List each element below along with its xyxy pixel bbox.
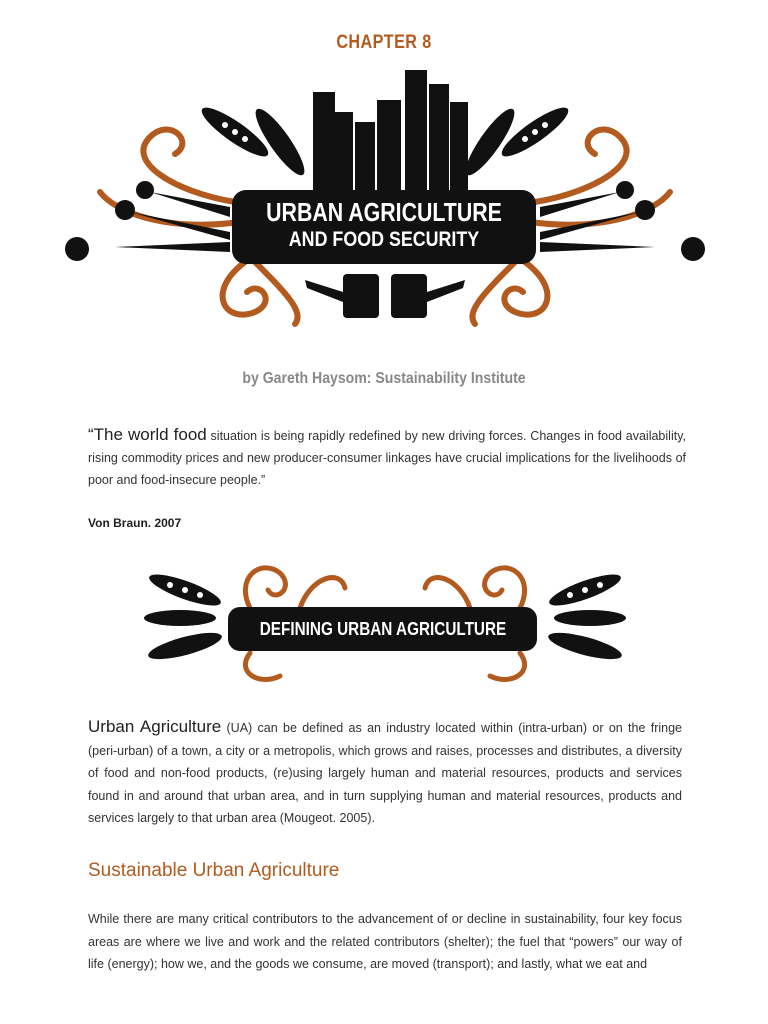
quote-citation: Von Braun. 2007 [88, 516, 182, 530]
quote-text: situation is being rapidly redefined by new driving forces. Changes in food availability, rising commodity prices and new producer-consumer linkages have crucial implications for the livelihoods of poor and food-insecure people.” [88, 429, 686, 487]
definition-paragraph [88, 716, 682, 830]
watering-can-icon [305, 274, 465, 318]
byline: by Gareth Haysom: Sustainability Institute [242, 370, 526, 387]
title-banner [232, 190, 536, 264]
section-banner [228, 607, 537, 651]
chapter-label: CHAPTER 8 [336, 32, 432, 53]
city-skyline-icon [313, 70, 468, 192]
quote-lead: “The world food [88, 425, 207, 444]
definition-text: (UA) can be defined as an industry located within (intra-urban) or on the fringe (peri-urban) of a town, a city or a metropolis, which grows and raises, processes and distributes, a diversity of food and non-food products, (re)using largely human and material resources, products and services found in and around that urban area, and in turn supplying human and material resources, products and services largely to that urban area (Mougeot. 2005). [88, 721, 682, 825]
section-banner-label: DEFINING URBAN AGRICULTURE [259, 619, 506, 639]
body-paragraph: While there are many critical contributors to the advancement of or decline in sustainability, four key focus areas are where we live and work and the related contributors (shelter); the fuel that “powers” our way of life (energy); how we, and the goods we consume, are moved (transport); and lastly, what we eat and [88, 912, 682, 971]
subheading: Sustainable Urban Agriculture [88, 860, 340, 881]
epigraph-quote [88, 424, 686, 491]
definition-lead: Urban Agriculture [88, 717, 222, 736]
title-line-1: URBAN AGRICULTURE [266, 197, 502, 227]
title-line-2: AND FOOD SECURITY [288, 228, 480, 251]
